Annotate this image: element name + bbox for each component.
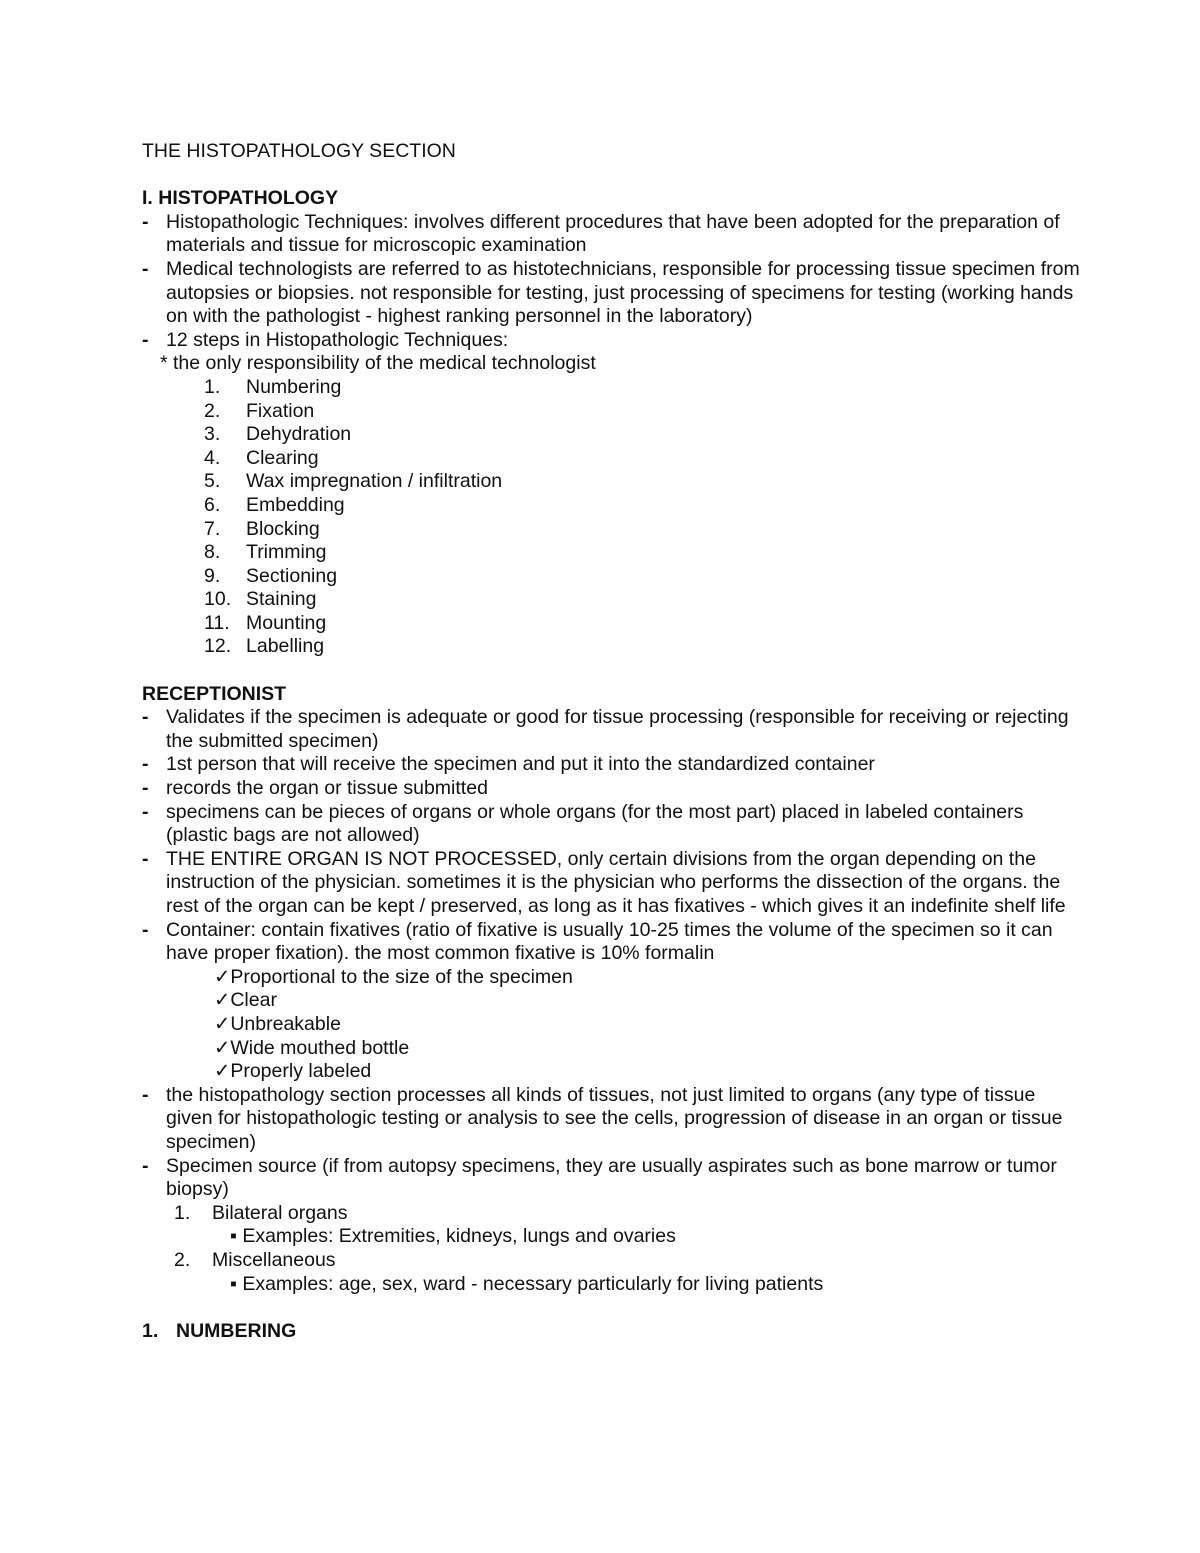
step-item (204, 612, 1082, 636)
document-body (142, 140, 1082, 1343)
container-checklist (166, 966, 1082, 1084)
step-label: Dehydration (246, 423, 352, 446)
step-number: 8. (204, 541, 221, 564)
section-heading-receptionist: RECEPTIONIST (142, 682, 287, 705)
bullet-item: - the histopathology section processes all kinds of tissues, not just limited to organs (any type of tissue given for histopathologic testing or analysis to see the cells, progression of disease in an organ or tissue specimen) (142, 1084, 1082, 1155)
step-label: Numbering (246, 375, 342, 398)
container-bullet-text: Container: contain fixatives (ratio of fixative is usually 10-25 times the volume of the specimen so it can have proper fixation). the most common fixative is 10% formalin (166, 918, 1053, 965)
step-label: Labelling (246, 635, 325, 658)
step-number: 10. (204, 588, 232, 611)
step-number: 2. (204, 399, 221, 422)
histopathology-bullet-list (142, 211, 1082, 353)
section-heading-numbering (142, 1320, 1082, 1344)
specimen-source-text: Specimen source (if from autopsy specimens, they are usually aspirates such as bone marrow or tumor biopsy) (166, 1154, 1057, 1201)
step-item (204, 541, 1082, 565)
step-item (204, 518, 1082, 542)
step-item (204, 494, 1082, 518)
step-number: 6. (204, 493, 221, 516)
document-title: THE HISTOPATHOLOGY SECTION (142, 140, 456, 162)
step-label: Blocking (246, 517, 320, 540)
step-label: Wax impregnation / infiltration (246, 470, 503, 493)
specimen-source-list (166, 1202, 1082, 1296)
step-number: 7. (204, 517, 221, 540)
step-item (204, 470, 1082, 494)
spacer (142, 659, 1082, 683)
check-item: ✓Clear (214, 989, 277, 1012)
step-label: Embedding (246, 493, 345, 516)
section-heading-histopathology: I. HISTOPATHOLOGY (142, 187, 339, 210)
step-item (204, 423, 1082, 447)
step-label: Staining (246, 588, 317, 611)
source-item (174, 1249, 1082, 1296)
step-number: 11. (204, 611, 230, 634)
step-item (204, 376, 1082, 400)
bullet-item: - Validates if the specimen is adequate or good for tissue processing (responsible for receiving or rejecting the submitted specimen) (142, 706, 1082, 753)
bullet-item: - THE ENTIRE ORGAN IS NOT PROCESSED, only certain divisions from the organ depending on the instruction of the physician. sometimes it is the physician who performs the dissection of the organs. the rest of the organ can be kept / preserved, as long as it has fixatives - which gives it an indefinite shelf life (142, 848, 1082, 919)
source-number: 1. (174, 1201, 191, 1224)
bullet-item: - 1st person that will receive the specimen and put it into the standardized container (142, 753, 1082, 777)
receptionist-bullet-list (142, 706, 1082, 1296)
step-number: 12. (204, 635, 232, 658)
check-item: ✓Unbreakable (214, 1012, 341, 1035)
source-example: ▪ Examples: age, sex, ward - necessary particularly for living patients (230, 1272, 824, 1295)
spacer (142, 164, 1082, 188)
source-example: ▪ Examples: Extremities, kidneys, lungs and ovaries (230, 1225, 676, 1248)
bullet-item: - Medical technologists are referred to as histotechnicians, responsible for processing tissue specimen from autopsies or biopsies. not responsible for testing, just processing of specimens for testing (working hands on with the pathologist - highest ranking personnel in the laboratory) (142, 258, 1082, 329)
bullet-item (142, 919, 1082, 1084)
step-label: Clearing (246, 446, 319, 469)
check-item: ✓Proportional to the size of the specimen (214, 965, 573, 988)
bullet-item: - records the organ or tissue submitted (142, 777, 1082, 801)
histopathology-steps-list (142, 376, 1082, 659)
check-item: ✓Properly labeled (214, 1060, 372, 1083)
step-number: 4. (204, 446, 221, 469)
step-item (204, 565, 1082, 589)
step-number: 5. (204, 470, 221, 493)
step-label: Sectioning (246, 564, 338, 587)
step-label: Fixation (246, 399, 315, 422)
bullet-item: - 12 steps in Histopathologic Techniques: (142, 329, 1082, 353)
heading-label: NUMBERING (176, 1319, 297, 1342)
step-item (204, 588, 1082, 612)
source-number: 2. (174, 1248, 191, 1271)
step-item (204, 400, 1082, 424)
step-item (204, 635, 1082, 659)
step-item (204, 447, 1082, 471)
step-number: 9. (204, 564, 221, 587)
step-label: Mounting (246, 611, 327, 634)
source-label: Bilateral organs (212, 1201, 348, 1224)
step-label: Trimming (246, 541, 327, 564)
bullet-item: - specimens can be pieces of organs or whole organs (for the most part) placed in labeled containers (plastic bags are not allowed) (142, 801, 1082, 848)
bullet-item (142, 1155, 1082, 1297)
source-label: Miscellaneous (212, 1248, 336, 1271)
responsibility-note: * the only responsibility of the medical technologist (160, 352, 596, 375)
step-number: 3. (204, 423, 221, 446)
step-number: 1. (204, 375, 221, 398)
check-item: ✓Wide mouthed bottle (214, 1036, 410, 1059)
spacer (142, 1296, 1082, 1320)
source-item (174, 1202, 1082, 1249)
heading-number: 1. (142, 1319, 159, 1342)
bullet-item: - Histopathologic Techniques: involves different procedures that have been adopted for the preparation of materials and tissue for microscopic examination (142, 211, 1082, 258)
